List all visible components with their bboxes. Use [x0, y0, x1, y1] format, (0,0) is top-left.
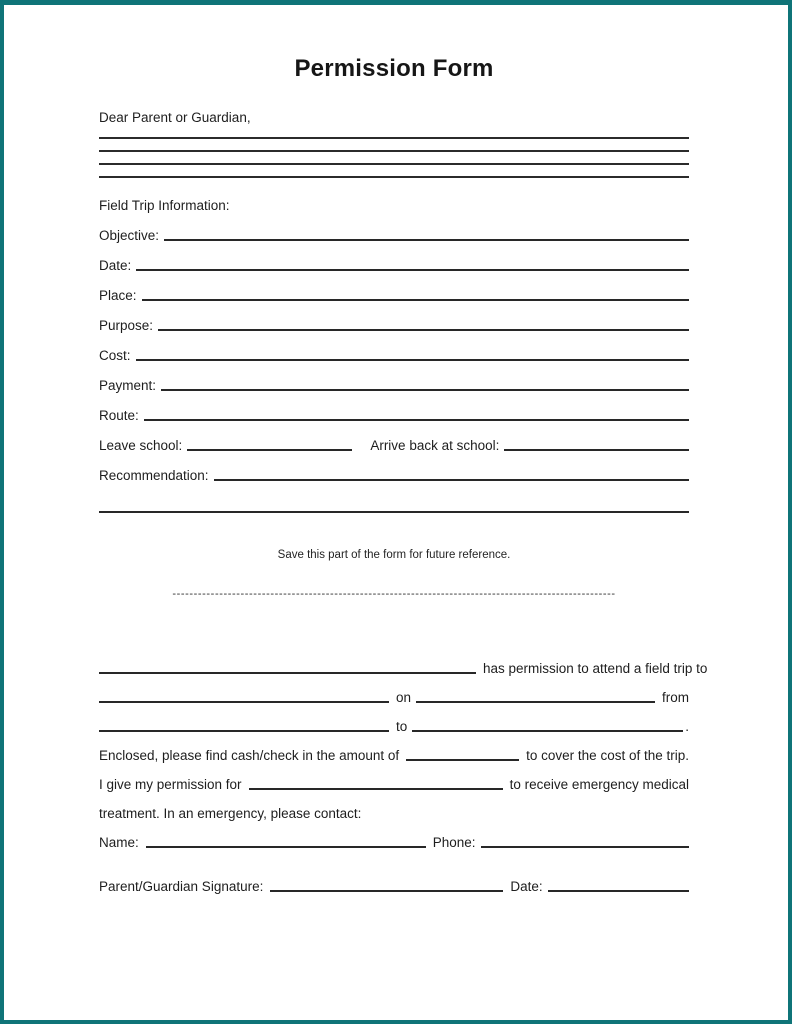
- form-row-times: [99, 423, 689, 453]
- date-label: Date:: [510, 879, 543, 894]
- slip-row-treatment: [99, 792, 689, 821]
- slip-text-to: to: [396, 719, 408, 734]
- field-blank-leave-school[interactable]: [187, 449, 352, 451]
- slip-row-enclosed: [99, 734, 689, 763]
- recommendation-blank-line-2[interactable]: [99, 483, 689, 513]
- intro-blank-line-4[interactable]: [99, 165, 689, 178]
- form-row-date: [99, 243, 689, 273]
- tear-separator: --------------------------------------------------------------------------------------------------------: [172, 588, 616, 600]
- slip-text-period: .: [685, 719, 689, 734]
- form-row-purpose: [99, 303, 689, 333]
- field-blank-route[interactable]: [144, 419, 689, 421]
- field-blank-objective[interactable]: [164, 239, 689, 241]
- page-title: Permission Form: [294, 55, 494, 82]
- field-label-payment: Payment:: [99, 378, 157, 393]
- signature-blank[interactable]: [270, 890, 503, 892]
- field-blank-arrive-back[interactable]: [504, 449, 689, 451]
- field-blank-payment[interactable]: [161, 389, 689, 391]
- form-row-place: [99, 273, 689, 303]
- slip-text-from: from: [662, 690, 689, 705]
- field-blank-recommendation[interactable]: [214, 479, 689, 481]
- form-row-recommendation: [99, 453, 689, 483]
- contact-phone-blank[interactable]: [481, 846, 689, 848]
- amount-blank[interactable]: [406, 759, 519, 761]
- contact-name-label: Name:: [99, 835, 139, 850]
- date-blank[interactable]: [548, 890, 689, 892]
- destination-blank[interactable]: [99, 701, 389, 703]
- time-from-blank[interactable]: [99, 730, 389, 732]
- slip-text-on: on: [396, 690, 412, 705]
- slip-text-has-permission: has permission to attend a field trip to: [483, 661, 708, 676]
- slip-row-signature: [99, 865, 689, 894]
- field-label-leave-school: Leave school:: [99, 438, 183, 453]
- trip-date-blank[interactable]: [416, 701, 655, 703]
- student-name-blank[interactable]: [99, 672, 476, 674]
- slip-text-emergency-medical: to receive emergency medical: [509, 777, 689, 792]
- slip-row-contact: [99, 821, 689, 850]
- slip-text-enclosed: Enclosed, please find cash/check in the amount of: [99, 748, 400, 763]
- intro-blank-lines: [99, 126, 689, 178]
- permission-slip-section: [99, 647, 708, 894]
- slip-text-treatment-contact: treatment. In an emergency, please contact:: [99, 806, 362, 821]
- slip-row-destination-date: [99, 676, 689, 705]
- slip-row-time-range: [99, 705, 689, 734]
- keep-note: Save this part of the form for future reference.: [277, 549, 511, 561]
- field-label-recommendation: Recommendation:: [99, 468, 209, 483]
- field-label-route: Route:: [99, 408, 139, 423]
- field-label-objective: Objective:: [99, 228, 160, 243]
- contact-phone-label: Phone:: [432, 835, 476, 850]
- field-label-arrive-back: Arrive back at school:: [370, 438, 500, 453]
- field-label-place: Place:: [99, 288, 137, 303]
- contact-name-blank[interactable]: [146, 846, 426, 848]
- salutation: Dear Parent or Guardian,: [99, 110, 251, 125]
- slip-row-student: [99, 647, 708, 676]
- field-label-date: Date:: [99, 258, 132, 273]
- field-trip-heading: Field Trip Information:: [99, 198, 230, 213]
- field-blank-place[interactable]: [142, 299, 689, 301]
- time-to-blank[interactable]: [412, 730, 683, 732]
- slip-text-cover-cost: to cover the cost of the trip.: [526, 748, 689, 763]
- field-blank-date[interactable]: [136, 269, 689, 271]
- form-row-objective: [99, 213, 689, 243]
- field-label-purpose: Purpose:: [99, 318, 154, 333]
- signature-label: Parent/Guardian Signature:: [99, 879, 264, 894]
- form-row-route: [99, 393, 689, 423]
- form-row-payment: [99, 363, 689, 393]
- intro-blank-line-1[interactable]: [99, 126, 689, 139]
- form-row-cost: [99, 333, 689, 363]
- field-label-cost: Cost:: [99, 348, 131, 363]
- field-blank-cost[interactable]: [136, 359, 689, 361]
- medical-person-blank[interactable]: [249, 788, 503, 790]
- slip-row-medical: [99, 763, 689, 792]
- intro-blank-line-2[interactable]: [99, 139, 689, 152]
- intro-blank-line-3[interactable]: [99, 152, 689, 165]
- field-blank-purpose[interactable]: [158, 329, 689, 331]
- slip-text-permission-for: I give my permission for: [99, 777, 242, 792]
